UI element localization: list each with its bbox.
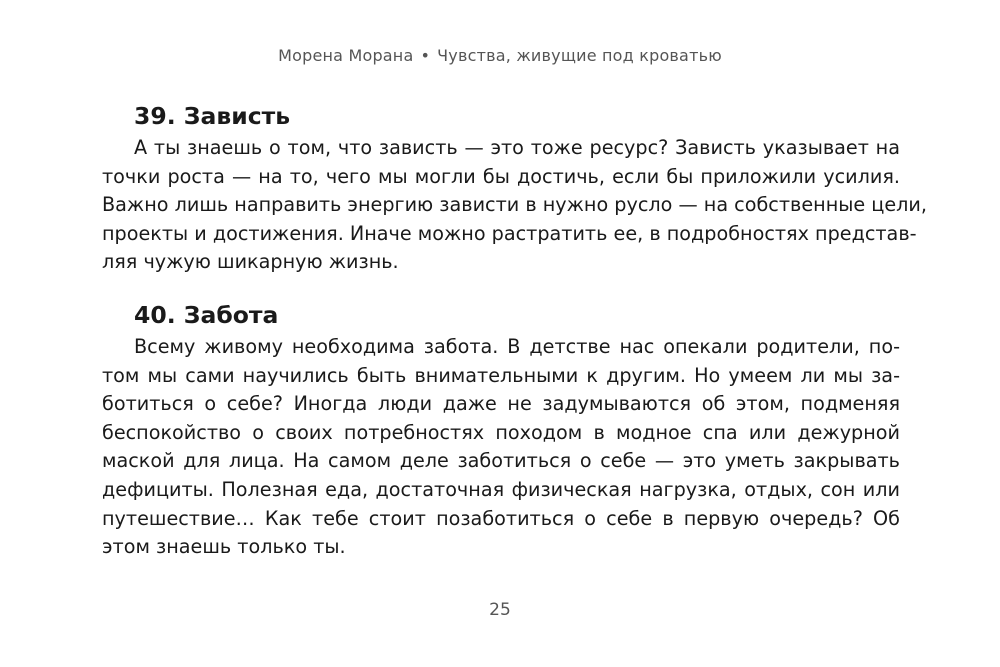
- section-paragraph: [102, 333, 900, 562]
- text-line: ляя чужую шикарную жизнь.: [102, 250, 399, 274]
- section-title: 39. Зависть: [134, 102, 291, 130]
- text-line: путешествие… Как тебе стоит позаботиться о себе в первую очередь? Об: [102, 506, 900, 530]
- text-line: том мы сами научились быть внимательными к другим. Но умеем ли мы за-: [102, 363, 900, 387]
- section-envy: [102, 98, 927, 277]
- text-line: маской для лица. На самом деле заботиться о себе — это уметь закрывать: [102, 449, 900, 473]
- text-line: проекты и достижения. Иначе можно растратить ее, в подробностях представ-: [102, 221, 917, 245]
- text-line: дефициты. Полезная еда, достаточная физическая нагрузка, отдых, сон или: [102, 477, 900, 501]
- page-number: 25: [489, 600, 511, 620]
- text-line: ботиться о себе? Иногда люди даже не задумываются об этом, подменяя: [102, 392, 900, 416]
- text-line: точки роста — на то, чего мы могли бы достичь, если бы приложили усилия.: [102, 164, 900, 188]
- header-author: Морена Морана: [278, 46, 414, 65]
- header-separator: •: [420, 46, 431, 65]
- text-line: этом знаешь только ты.: [102, 535, 346, 559]
- section-care: [102, 297, 900, 562]
- text-line: Важно лишь направить энергию зависти в нужно русло — на собственные цели,: [102, 193, 927, 217]
- section-title: 40. Забота: [134, 300, 279, 329]
- text-line: Всему живому необходима забота. В детстве нас опекали родители, по-: [134, 334, 900, 358]
- section-paragraph: [102, 134, 927, 277]
- page-content: [102, 98, 927, 562]
- running-header: [0, 46, 1000, 65]
- text-line: беспокойство о своих потребностях походом в модное спа или дежурной: [102, 420, 900, 444]
- header-book-title: Чувства, живущие под кроватью: [437, 46, 722, 65]
- text-line: А ты знаешь о том, что зависть — это тоже ресурс? Зависть указывает на: [134, 136, 900, 159]
